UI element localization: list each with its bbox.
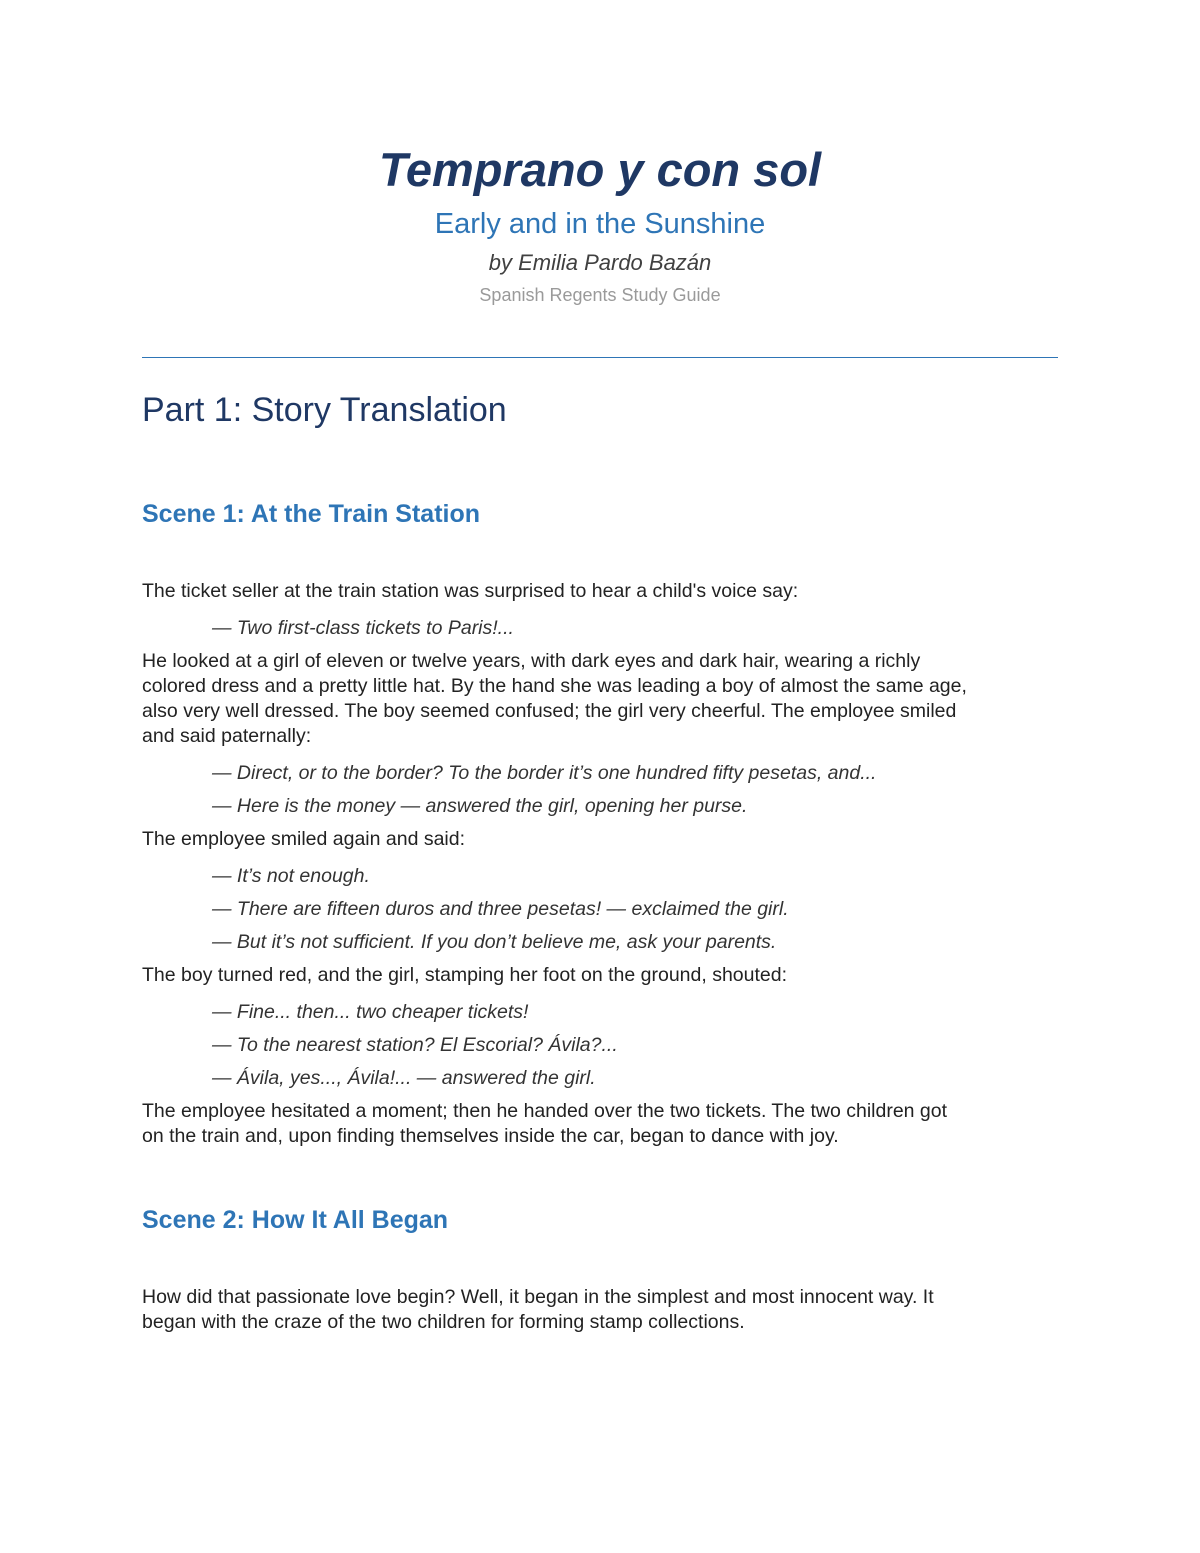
paragraph-line: and said paternally: xyxy=(142,725,312,747)
paragraph-line: The employee hesitated a moment; then he handed over the two tickets. The two children got xyxy=(142,1100,948,1122)
dialogue-line: — Direct, or to the border? To the border it’s one hundred fifty pesetas, and... xyxy=(212,762,877,784)
paragraph: The boy turned red, and the girl, stamping her foot on the ground, shouted: xyxy=(142,964,788,986)
paragraph: The ticket seller at the train station was surprised to hear a child's voice say: xyxy=(142,580,799,602)
scene-2-body xyxy=(142,1285,1058,1335)
dialogue-line: — There are fifteen duros and three pesetas! — exclaimed the girl. xyxy=(212,898,789,920)
scene-2-heading: Scene 2: How It All Began xyxy=(142,1206,449,1234)
paragraph: The employee smiled again and said: xyxy=(142,828,466,850)
document-title: Temprano y con sol xyxy=(378,143,822,196)
paragraph-line: also very well dressed. The boy seemed confused; the girl very cheerful. The employee smiled xyxy=(142,700,957,722)
scene-1-body xyxy=(142,579,1058,1149)
dialogue-line: — It’s not enough. xyxy=(212,865,370,887)
scene-1-heading: Scene 1: At the Train Station xyxy=(142,500,481,528)
dialogue-line: — Fine... then... two cheaper tickets! xyxy=(212,1001,529,1023)
paragraph-line: on the train and, upon finding themselves inside the car, began to dance with joy. xyxy=(142,1125,839,1147)
paragraph-line: He looked at a girl of eleven or twelve years, with dark eyes and dark hair, wearing a richly xyxy=(142,650,921,672)
dialogue-line: — Ávila, yes..., Ávila!... — answered the girl. xyxy=(212,1067,596,1089)
document-author: by Emilia Pardo Bazán xyxy=(488,250,712,275)
dialogue-line: — But it’s not sufficient. If you don’t believe me, ask your parents. xyxy=(212,931,777,953)
dialogue-line: — To the nearest station? El Escorial? Ávila?... xyxy=(212,1034,618,1056)
dialogue-line: — Here is the money — answered the girl, opening her purse. xyxy=(212,795,748,817)
paragraph-line: began with the craze of the two children for forming stamp collections. xyxy=(142,1311,745,1333)
paragraph-line: How did that passionate love begin? Well, it began in the simplest and most innocent way. It xyxy=(142,1286,934,1308)
part-heading: Part 1: Story Translation xyxy=(142,391,507,429)
header-divider xyxy=(142,357,1058,358)
document-tagline: Spanish Regents Study Guide xyxy=(479,285,721,305)
document-page xyxy=(142,0,1058,1553)
document-subtitle: Early and in the Sunshine xyxy=(434,208,766,240)
paragraph-line: colored dress and a pretty little hat. By the hand she was leading a boy of almost the same age, xyxy=(142,675,967,697)
dialogue-line: — Two first-class tickets to Paris!... xyxy=(212,617,514,639)
title-block xyxy=(142,140,1058,310)
